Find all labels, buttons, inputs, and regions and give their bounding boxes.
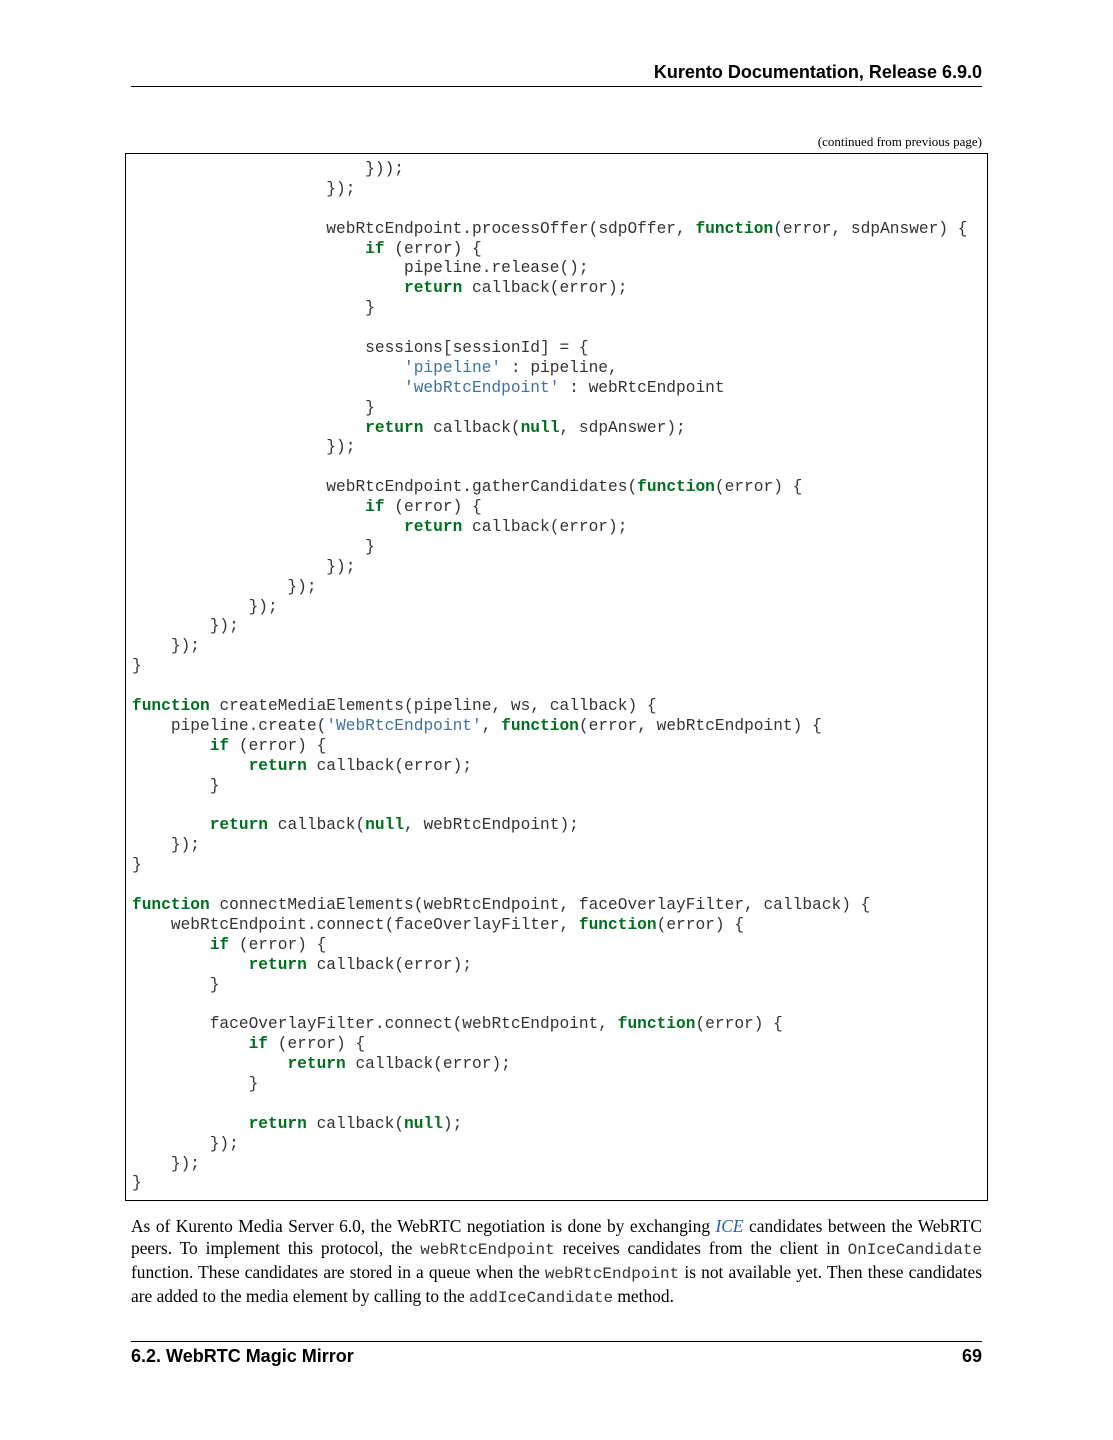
code-line: } [132,1074,259,1093]
code-line: if (error) { [365,239,482,258]
code-line: }); [132,577,317,596]
ice-link[interactable]: ICE [715,1216,744,1236]
paragraph-text: method. [613,1286,674,1306]
code-line: sessions[sessionId] = { [365,339,589,358]
code-line: } [132,299,375,318]
code-line: faceOverlayFilter.connect(webRtcEndpoint, function(error) { [209,1015,783,1034]
code-line: if (error) { [365,498,482,517]
body-paragraph [131,1215,982,1309]
code-line: function createMediaElements(pipeline, ws, callback) { [132,697,657,716]
code-line: } [132,398,375,417]
code-line: }); [132,617,239,636]
inline-code: webRtcEndpoint [420,1241,555,1259]
code-line: })); [132,160,404,178]
code-line: }); [132,637,200,656]
code-line: } [132,776,220,795]
code-line: }); [132,179,356,198]
code-line: return callback(null, sdpAnswer); [365,418,686,437]
code-line: }); [132,438,356,457]
code-line: return callback(null); [248,1114,463,1133]
code-block [125,153,988,1201]
code-line: }); [132,1134,239,1153]
code-line: return callback(error); [404,518,628,537]
code-line [132,677,987,697]
footer-divider [131,1341,982,1342]
code-line: 'webRtcEndpoint' : webRtcEndpoint [404,378,725,397]
paragraph-text: As of Kurento Media Server 6.0, the WebRTC negotiation is done by exchanging [131,1216,716,1236]
continued-note: (continued from previous page) [817,134,982,149]
code-line: webRtcEndpoint.connect(faceOverlayFilter, function(error) { [170,915,745,934]
code-line: return callback(null, webRtcEndpoint); [209,816,579,835]
code-line [132,876,987,896]
code-line [132,458,987,478]
header-divider [131,86,982,87]
code-line [132,995,987,1015]
footer-section-title: 6.2. WebRTC Magic Mirror [131,1346,354,1366]
code-line: return callback(error); [404,279,628,298]
code-line [132,797,987,817]
code-line [132,1095,987,1115]
footer-page-number: 69 [961,1346,982,1366]
inline-code: OnIceCandidate [847,1241,983,1259]
code-line: 'pipeline' : pipeline, [404,358,618,377]
paragraph-text: candidates between the WebRTC peers. To implement this protocol, the [131,1216,982,1258]
code-line: pipeline.create('WebRtcEndpoint', function(error, webRtcEndpoint) { [170,716,822,735]
inline-code: webRtcEndpoint [544,1265,680,1283]
code-line: }); [132,1154,200,1173]
code-line: } [132,1174,142,1193]
paragraph-text: function. These candidates are stored in a queue when the [131,1262,545,1282]
code-line: } [132,537,375,556]
code-line: function connectMediaElements(webRtcEndpoint, faceOverlayFilter, callback) { [132,895,871,914]
code-line: } [132,657,142,676]
code-line: return callback(error); [248,756,473,775]
code-line: }); [132,836,200,855]
code-line: } [132,856,142,875]
code-line: return callback(error); [248,955,473,974]
header-title: Kurento Documentation, Release 6.9.0 [653,62,982,82]
code-line [132,319,987,339]
code-line: webRtcEndpoint.gatherCandidates(function(error) { [326,478,803,497]
paragraph-text: is not available yet. Then these candidates are added to the media element by calling to the [131,1262,982,1306]
code-content [126,154,987,1194]
code-line [132,200,987,220]
code-line: webRtcEndpoint.processOffer(sdpOffer, function(error, sdpAnswer) { [326,219,968,238]
code-line: if (error) { [209,935,327,954]
code-line: } [132,975,220,994]
paragraph-text: receives candidates from the client in [554,1238,848,1258]
code-line: return callback(error); [287,1055,511,1074]
code-line: }); [132,557,356,576]
code-line: }); [132,597,278,616]
code-line: if (error) { [248,1035,366,1054]
code-line: pipeline.release(); [404,259,589,278]
inline-code: addIceCandidate [469,1289,614,1307]
code-line: if (error) { [209,736,327,755]
